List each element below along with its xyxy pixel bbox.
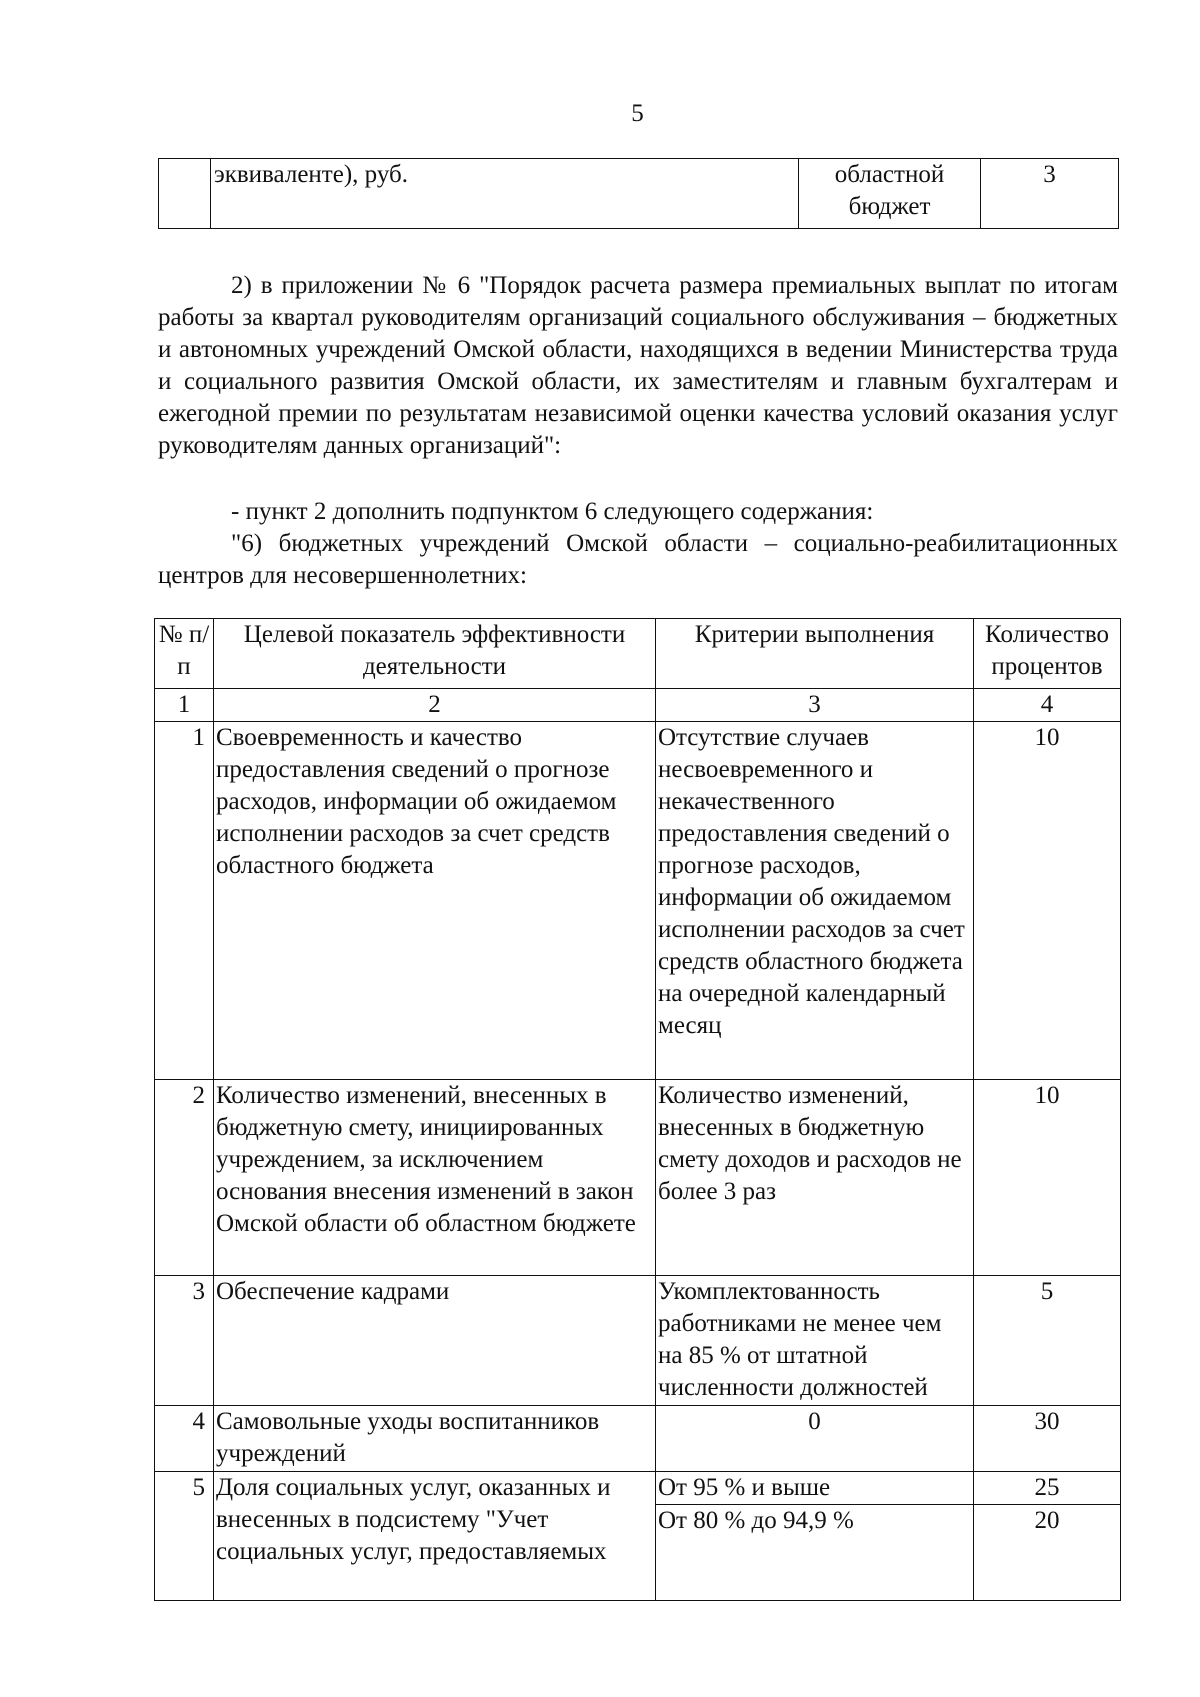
row-indicator: Своевременность и качество предоставления сведений о прогнозе расходов, информации об ожидаемом исполнении расходов за счет средств областного бюджета — [214, 722, 656, 1080]
row-percent: 30 — [974, 1406, 1121, 1472]
main-table — [154, 618, 1121, 1601]
row-num: 3 — [155, 1276, 214, 1406]
paragraph-item: - пункт 2 дополнить подпунктом 6 следующего содержания: — [231, 498, 874, 525]
table-row — [155, 1080, 1121, 1276]
table-row — [159, 159, 1119, 229]
header-num: № п/п — [155, 619, 214, 689]
row-criteria-a: От 95 % и выше — [656, 1472, 974, 1505]
column-number: 4 — [974, 689, 1121, 722]
row-percent-b: 20 — [974, 1505, 1121, 1601]
header-percent: Количество процентов — [974, 619, 1121, 689]
row-criteria-b: От 80 % до 94,9 % — [656, 1505, 974, 1601]
column-number: 2 — [214, 689, 656, 722]
top-table-value: 3 — [981, 159, 1119, 229]
top-table-source: областной бюджет — [799, 159, 981, 229]
top-table-description: эквиваленте), руб. — [211, 159, 799, 229]
row-num: 4 — [155, 1406, 214, 1472]
table-row — [155, 1472, 1121, 1505]
column-number: 1 — [155, 689, 214, 722]
page-number: 5 — [631, 100, 644, 127]
column-number-row — [155, 689, 1121, 722]
row-indicator: Доля социальных услуг, оказанных и внесенных в подсистему "Учет социальных услуг, предоставляемых — [214, 1472, 656, 1601]
row-indicator: Количество изменений, внесенных в бюджетную смету, инициированных учреждением, за исключением основания внесения изменений в закон Омской области об областном бюджете — [214, 1080, 656, 1276]
row-indicator: Самовольные уходы воспитанников учреждений — [214, 1406, 656, 1472]
row-criteria: Количество изменений, внесенных в бюджетную смету доходов и расходов не более 3 раз — [656, 1080, 974, 1276]
table-row — [155, 1276, 1121, 1406]
row-indicator: Обеспечение кадрами — [214, 1276, 656, 1406]
row-percent: 10 — [974, 722, 1121, 1080]
row-criteria: 0 — [656, 1406, 974, 1472]
row-num: 1 — [155, 722, 214, 1080]
row-criteria: Укомплектованность работниками не менее чем на 85 % от штатной численности должностей — [656, 1276, 974, 1406]
row-criteria: Отсутствие случаев несвоевременного и некачественного предоставления сведений о прогнозе расходов, информации об ожидаемом исполнении расходов за счет средств областного бюджета на очередной календарный месяц — [656, 722, 974, 1080]
row-num: 5 — [155, 1472, 214, 1601]
row-percent: 5 — [974, 1276, 1121, 1406]
paragraph-quote: "6) бюджетных учреждений Омской области – социально-реабилитационных центров для несовершеннолетних: — [158, 530, 1118, 589]
table-header-row — [155, 619, 1121, 689]
header-criteria: Критерии выполнения — [656, 619, 974, 689]
top-table — [158, 158, 1119, 229]
header-indicator: Целевой показатель эффективности деятельности — [214, 619, 656, 689]
paragraph-intro: 2) в приложении № 6 "Порядок расчета размера премиальных выплат по итогам работы за квартал руководителям организаций социального обслуживания – бюджетных и автономных учреждений Омской области, находящихся в ведении Министерства труда и социального развития Омской области, их заместителям и главным бухгалтерам и ежегодной премии по результатам независимой оценки качества условий оказания услуг руководителям данных организаций": — [158, 272, 1118, 459]
row-percent-a: 25 — [974, 1472, 1121, 1505]
table-row — [155, 722, 1121, 1080]
column-number: 3 — [656, 689, 974, 722]
row-num: 2 — [155, 1080, 214, 1276]
row-percent: 10 — [974, 1080, 1121, 1276]
top-table-num — [159, 159, 211, 229]
table-row — [155, 1406, 1121, 1472]
